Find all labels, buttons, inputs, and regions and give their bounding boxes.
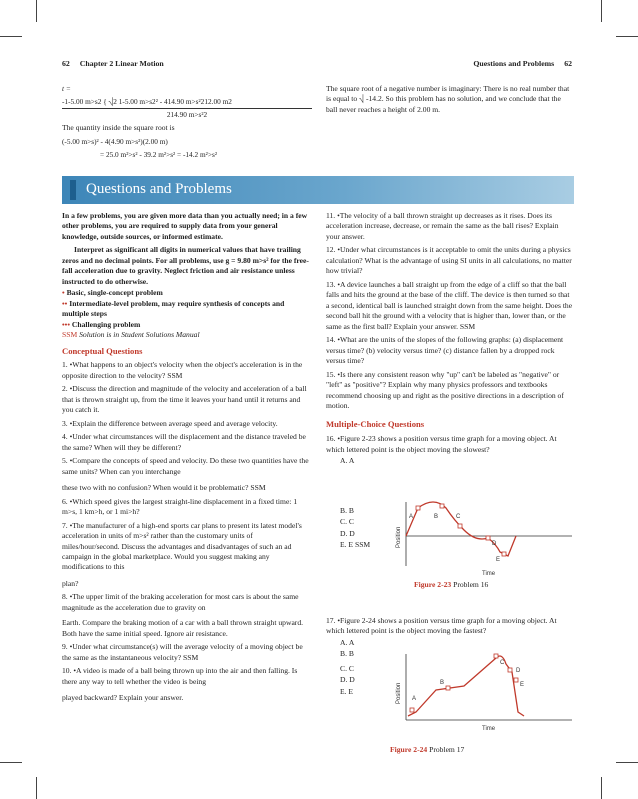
banner-title: Questions and Problems — [86, 181, 232, 197]
point-b — [440, 504, 444, 508]
figure-2-23-label: Problem 16 — [453, 580, 489, 589]
question-17: 17. •Figure 2-24 shows a position versus time graph for a moving object. At which lettered point is the object moving the fastest? — [326, 616, 557, 636]
question-13: 13. •A device launches a ball straight up from the edge of a cliff so that the ball falls and hits the ground at the base of the cliff. The device is then turned so that a second, identical ball is launched straight down from the same height. Does the second ball hit the ground with a velocity that is higher than, lower than, or the same as the first ball? Explain your answer. SSM — [326, 279, 573, 331]
question-6: 6. •Which speed gives the largest straight-line displacement in a fixed time: 1 m>s, 1 km>h, or 1 mi>h? — [62, 496, 298, 517]
question-7-cont: plan? — [62, 578, 79, 588]
crop-mark — [36, 0, 37, 22]
question-5-cont: these two with no confusion? When would it be problematic? SSM — [62, 483, 266, 493]
crop-mark — [616, 36, 638, 37]
q17-option-c: C. C — [340, 663, 354, 673]
conclusion-text: The square root of a negative number is imaginary: There is no real number that is equal to ⎷ -14.2. So this problem has no solution, and we conclude that the ball never reaches a height of 2.00 m. — [326, 84, 570, 114]
basic-marker: • — [62, 288, 65, 298]
label-d: D — [516, 668, 521, 674]
label-e: E — [496, 557, 501, 563]
t-label: t = — [62, 84, 71, 93]
q16-option-d: D. D — [340, 528, 355, 538]
y-axis-label: Position — [396, 526, 402, 548]
point-e — [514, 678, 518, 682]
question-3: 3. •Explain the difference between average speed and average velocity. — [62, 418, 278, 428]
question-11: 11. •The velocity of a ball thrown straight up decreases as it rises. Does its acceleration increase, decrease, or remain the same as the ball rises? Explain your answer. — [326, 211, 559, 241]
crop-mark — [601, 777, 602, 799]
q16-option-e: E. E SSM — [340, 540, 371, 550]
point-c — [458, 524, 462, 528]
page-number: 62 — [62, 59, 70, 68]
label-d: D — [492, 541, 497, 547]
point-a — [410, 708, 414, 712]
challenging-marker: ••• — [62, 319, 70, 329]
x-axis-label: Time — [482, 726, 496, 732]
ssm-marker: SSM — [62, 330, 78, 340]
banner-accent — [70, 180, 76, 200]
figure-2-24-label: Problem 17 — [429, 745, 465, 754]
label-b: B — [434, 514, 439, 520]
figure-2-23-number: Figure 2-23 — [414, 580, 452, 589]
left-column — [62, 211, 312, 707]
section-banner — [62, 176, 574, 204]
question-15: 15. •Is there any consistent reason why "up" can't be labeled as "negative" or "left" as "positive"? Explain why many physics professors and textbooks recommend choosing up and right as the positive directions in a description of motion. — [326, 369, 564, 410]
legend-intermediate — [62, 299, 312, 320]
q16-options — [340, 506, 400, 552]
q17-option-b: B. B — [340, 649, 354, 659]
conceptual-heading: Conceptual Questions — [62, 345, 143, 356]
point-c — [494, 654, 498, 658]
figure-2-24 — [392, 650, 574, 732]
position-curve — [408, 656, 524, 716]
equation-numerator: -1-5.00 m>s2 { ⎷2 1-5.00 m>s2² - 414.90 m>s²212.00 m2 — [62, 97, 312, 109]
question-4: 4. •Under what circumstances will the displacement and the distance traveled be the same? When will they be different? — [62, 432, 306, 452]
label-a: A — [412, 696, 417, 702]
q17-option-d: D. D — [340, 675, 355, 685]
point-a — [416, 506, 420, 510]
question-14: 14. •What are the units of the slopes of the following graphs: (a) displacement versus time? (b) velocity versus time? (c) distance fallen by a dropped rock versus time? — [326, 335, 564, 366]
label-e: E — [520, 682, 525, 688]
section-title: Questions and Problems — [473, 59, 555, 68]
q17-option-a: A. A — [340, 637, 355, 647]
question-9: 9. •Under what circumstance(s) will the average velocity of a moving object be the same as the instantaneous velocity? SSM — [62, 642, 303, 662]
q16-option-b: B. B — [340, 506, 354, 515]
legend-basic — [62, 288, 312, 298]
legend-challenging-text: Challenging problem — [71, 319, 141, 329]
point-d — [508, 668, 512, 672]
q16-option-a: A. A — [340, 456, 355, 466]
crop-mark — [0, 762, 22, 763]
position-curve — [406, 502, 516, 556]
top-right-conclusion — [326, 84, 574, 118]
header-right — [473, 59, 572, 70]
chapter-title: Chapter 2 Linear Motion — [79, 59, 164, 68]
legend-ssm — [62, 330, 312, 340]
question-1: 1. •What happens to an object's velocity when the object's acceleration is in the opposite direction to the velocity? SSM — [62, 360, 303, 380]
legend-challenging — [62, 320, 312, 330]
crop-mark — [616, 762, 638, 763]
equation-denominator: 214.90 m>s²2 — [166, 110, 208, 120]
legend-basic-text: Basic, single-concept problem — [66, 288, 163, 298]
intro-paragraph-2: Interpret as significant all digits in numerical values that have trailing zeros and no decimal points. For all problems, use g = 9.80 m>s² for the free-fall acceleration due to gravity. Neglect friction and air resistance unless instructed to do otherwise. — [62, 245, 309, 286]
question-7: 7. •The manufacturer of a high-end sports car plans to present its latest model's acceleration in units of m>s² rather than the customary units of miles/hour/second. Discuss the advantages and disadvantages of such an ad campaign in the global marketplace. Would you suggest making any modifications to this — [62, 520, 302, 572]
intro-paragraph-1: In a few problems, you are given more data than you actually need; in a few other problems, you are required to supply data from your general knowledge, outside sources, or informed estimate. — [62, 211, 308, 241]
crop-mark — [0, 36, 22, 37]
question-8-cont: Earth. Compare the braking motion of a car with a ball thrown straight upward. Both have the same initial speed. Ignore air resistance. — [62, 618, 304, 638]
label-a: A — [409, 514, 414, 520]
point-d — [486, 536, 490, 540]
q16-option-c: C. C — [340, 517, 354, 527]
point-e — [502, 552, 506, 556]
figure-2-24-number: Figure 2-24 — [390, 745, 428, 754]
equation-3: = 25.0 m²>s² - 39.2 m²>s² = -14.2 m²>s² — [100, 149, 218, 159]
legend-ssm-text: Solution is in Student Solutions Manual — [79, 330, 200, 340]
question-5: 5. •Compare the concepts of speed and velocity. Do these two quantities have the same units? When can you interchange — [62, 456, 309, 476]
question-12: 12. •Under what circumstances is it acceptable to omit the units during a physics calculation? What is the advantage of using SI units in all calculations, no matter how trivial? — [326, 245, 572, 276]
multiple-choice-heading: Multiple-Choice Questions — [326, 419, 425, 430]
header-left — [62, 59, 164, 70]
question-10: 10. •A video is made of a ball being thrown up into the air and then falling. Is there any way to tell whether the video is being — [62, 666, 298, 686]
legend-intermediate-text: Intermediate-level problem, may require synthesis of concepts and multiple steps — [62, 298, 285, 319]
top-left-solution — [62, 84, 312, 163]
page-number: 62 — [564, 59, 572, 68]
question-16: 16. •Figure 2-23 shows a position versus time graph for a moving object. At which lettered point is the object moving the slowest? — [326, 434, 557, 454]
right-column — [326, 211, 574, 468]
point-b — [446, 686, 450, 690]
label-c: C — [456, 514, 461, 520]
label-b: B — [440, 680, 445, 686]
root-text: The quantity inside the square root is — [62, 123, 175, 133]
question-10-cont: played backward? Explain your answer. — [62, 693, 184, 703]
x-axis-label: Time — [482, 571, 496, 577]
question-2: 2. •Discuss the direction and magnitude of the velocity and acceleration of a ball that is thrown straight up, from the time it leaves your hand until it returns and you catch it. — [62, 384, 307, 415]
y-axis-label: Position — [396, 682, 402, 704]
figure-2-23-caption — [414, 580, 488, 590]
intermediate-marker: •• — [62, 298, 68, 308]
figure-2-23 — [392, 498, 574, 578]
equation-2: (-5.00 m>s)² - 4(4.90 m>s²)(2.00 m) — [62, 136, 168, 146]
crop-mark — [601, 0, 602, 22]
crop-mark — [36, 777, 37, 799]
label-c: C — [500, 660, 505, 666]
q17-option-e: E. E — [340, 686, 354, 696]
question-8: 8. •The upper limit of the braking acceleration for most cars is about the same magnitude as the acceleration due to gravity on — [62, 592, 299, 612]
figure-2-24-caption — [390, 745, 464, 755]
